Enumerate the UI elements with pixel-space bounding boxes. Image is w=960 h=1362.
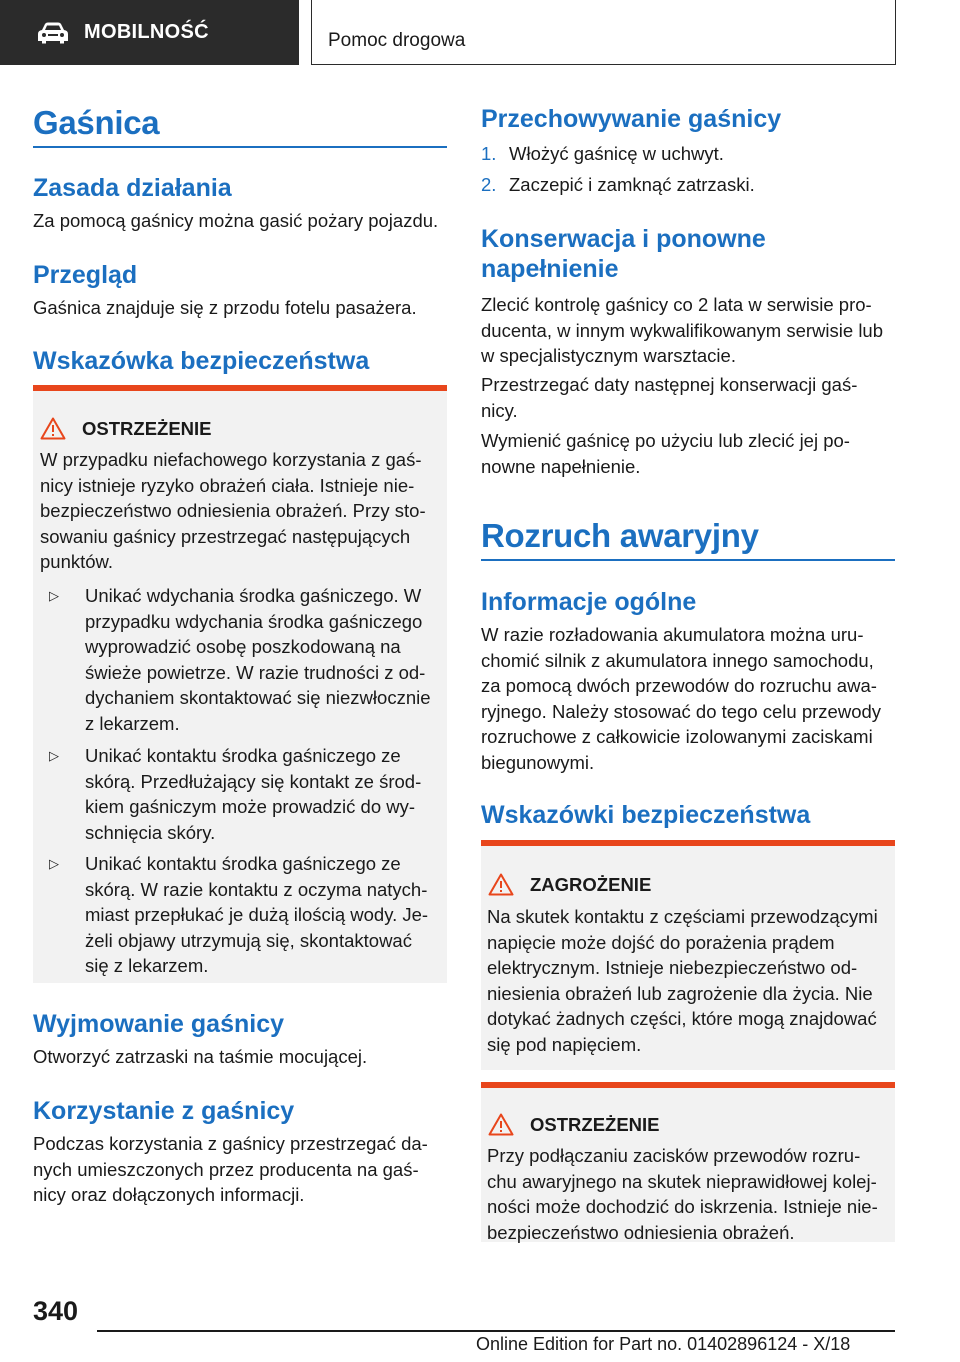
warning-label: OSTRZEŻENIE <box>530 1113 660 1135</box>
bullet-item: ▷ Unikać kontaktu środka gaśniczego ze skórą. Przedłużający się kontakt ze środ- kiem gaśniczym może prowadzić do wy- schnięcia skóry. <box>49 745 422 843</box>
warning-title <box>488 1113 660 1136</box>
warning-line: W przypadku niefachowego korzystania z gaś- <box>40 449 422 470</box>
footer-rule <box>97 1330 895 1332</box>
warning-box <box>33 385 447 983</box>
page-header <box>0 0 960 66</box>
danger-label: ZAGROŻENIE <box>530 873 652 895</box>
paragraph-wyjmowanie: Otworzyć zatrzaski na taśmie mocującej. <box>33 1046 368 1067</box>
warning-box <box>481 1082 895 1242</box>
warning-triangle-icon <box>488 873 514 896</box>
heading-przechowywanie: Przechowywanie gaśnicy <box>481 105 782 133</box>
paragraph-konserwacja-2: Przestrzegać daty następnej konserwacji gaś- nicy. <box>481 374 858 421</box>
heading-rule <box>33 146 447 148</box>
heading-rozruch: Rozruch awaryjny <box>481 517 759 554</box>
paragraph-konserwacja-3: Wymienić gaśnicę po użyciu lub zlecić jej po- nowne napełnienie. <box>481 430 850 477</box>
danger-text: Na skutek kontaktu z częściami przewodzącymi napięcie może dojść do porażenia prądem elektrycznym. Istnieje niebezpieczeństwo od- niesienia obrażeń lub zagrożenie dla życia. Nie dotykać żadnych części, które mogą znajdować się pod napięciem. <box>487 906 878 1055</box>
chapter-box <box>311 0 896 65</box>
heading-konserwacja: Konserwacja i ponowne napełnienie <box>481 225 766 283</box>
section-label: MOBILNOŚĆ <box>84 21 209 43</box>
list-item <box>481 172 895 198</box>
step-number: 2. <box>481 174 497 195</box>
paragraph-przeglad: Gaśnica znajduje się z przodu fotelu pasażera. <box>33 297 417 318</box>
warning-line: nicy istnieje ryzyko obrażeń ciała. Istnieje nie- <box>40 474 415 496</box>
step-text: Włożyć gaśnicę w uchwyt. <box>509 143 724 164</box>
paragraph-konserwacja-1: Zlecić kontrolę gaśnicy co 2 lata w serwisie pro- ducenta, w innym wykwalifikowanym serwisie lub w specjalistycznym warsztacie. <box>481 294 884 367</box>
car-icon <box>36 21 70 45</box>
heading-wyjmowanie: Wyjmowanie gaśnicy <box>33 1010 285 1038</box>
warning-triangle-icon <box>488 1113 514 1136</box>
bullet-triangle-icon: ▷ <box>49 588 59 603</box>
section-tab[interactable] <box>0 0 299 65</box>
heading-korzystanie: Korzystanie z gaśnicy <box>33 1097 295 1125</box>
chapter-title: Pomoc drogowa <box>328 30 466 51</box>
heading-wskazowki: Wskazówki bezpieczeństwa <box>481 801 811 829</box>
step-number: 1. <box>481 143 497 164</box>
warning-triangle-icon <box>40 417 66 440</box>
warning-text: Przy podłączaniu zacisków przewodów rozru- chu awaryjnego na skutek nieprawidłowej kolej- ności może dochodzić do iskrzenia. Istnieje nie- bezpieczeństwo odniesienia obrażeń. <box>487 1145 878 1243</box>
danger-box <box>481 840 895 1070</box>
warning-line: punktów. <box>40 551 114 573</box>
warning-line: bezpieczeństwo odniesienia obrażeń. Przy sto- <box>40 500 426 522</box>
heading-rule <box>481 559 895 561</box>
bullet-triangle-icon: ▷ <box>49 856 59 871</box>
list-item <box>481 141 895 167</box>
warning-line: sowaniu gaśnicy przestrzegać następujących <box>40 525 411 547</box>
bullet-triangle-icon: ▷ <box>49 748 59 763</box>
warning-label: OSTRZEŻENIE <box>82 417 212 439</box>
heading-informacje: Informacje ogólne <box>481 588 697 616</box>
heading-wskazowka: Wskazówka bezpieczeństwa <box>33 347 370 375</box>
bullet-item: ▷ Unikać wdychania środka gaśniczego. W przypadku wdychania środka gaśniczego wyprowadzić osobę poszkodowaną na świeże powietrze. W razie trudności z od- dychaniem skontaktować się niezwłocznie z lekarzem. <box>49 585 431 734</box>
step-text: Zaczepić i zamknąć zatrzaski. <box>509 174 755 195</box>
page-number: 340 <box>33 1296 79 1326</box>
footer-edition: Online Edition for Part no. 01402896124 - X/18 <box>476 1334 851 1354</box>
heading-zasada: Zasada działania <box>33 174 232 202</box>
warning-title <box>40 417 212 440</box>
heading-gasnica: Gaśnica <box>33 104 160 141</box>
paragraph-zasada: Za pomocą gaśnicy można gasić pożary pojazdu. <box>33 210 439 231</box>
danger-title <box>488 873 651 896</box>
bullet-item: ▷ Unikać kontaktu środka gaśniczego ze skórą. W razie kontaktu z oczyma natych- miast przepłukać je dużą ilością wody. Je- żeli objawy utrzymują się, skontaktować się z lekarzem. <box>49 853 429 977</box>
heading-przeglad: Przegląd <box>33 261 138 289</box>
warning-text <box>40 447 440 575</box>
paragraph-informacje: W razie rozładowania akumulatora można uru- chomić silnik z akumulatora innego samochodu, za pomocą dwóch przewodów do rozruchu awa- ryjnego. Należy stosować do tego celu przewody rozruchowe z całkowicie izolowanymi zaciskami biegunowymi. <box>481 624 882 773</box>
paragraph-korzystanie: Podczas korzystania z gaśnicy przestrzegać da- nych umieszczonych przez producenta na gaś- nicy oraz dołączonych informacji. <box>33 1133 428 1206</box>
